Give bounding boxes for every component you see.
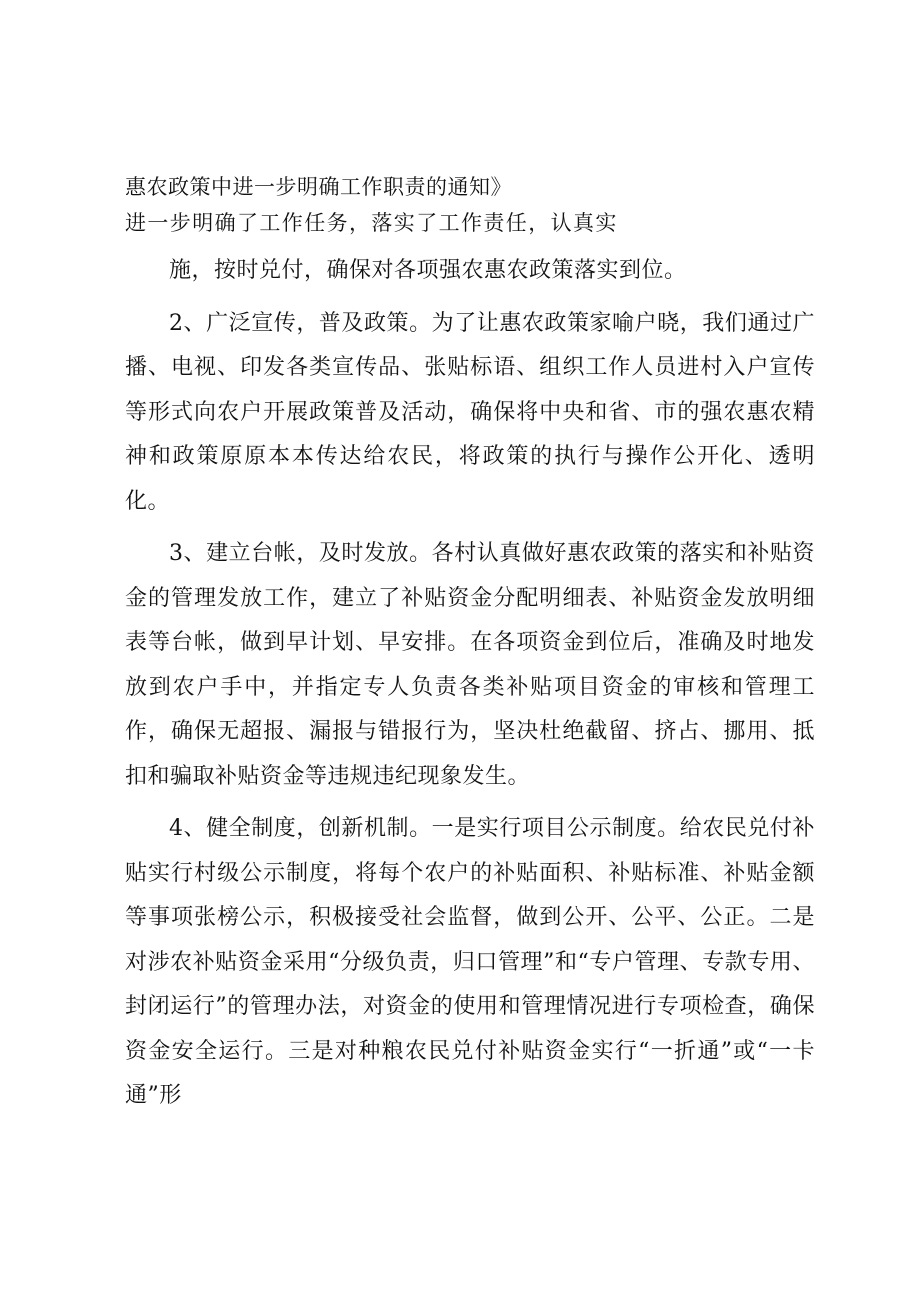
paragraph-1: 施，按时兑付，确保对各项强农惠农政策落实到位。: [169, 258, 687, 283]
paragraph-3: 3、建立台帐，及时发放。各村认真做好惠农政策的落实和补贴资金的管理发放工作，建立了补贴资金分配明细表、补贴资金发放明细表等台帐，做到早计划、早安排。在各项资金到位后，准确及时地发放到农户手中，并指定专人负责各类补贴项目资金的审核和管理工作，确保无超报、漏报与错报行为，坚决杜绝截留、挤占、挪用、抵扣和骗取补贴资金等违规违纪现象发生。: [125, 541, 815, 789]
paragraph-4: 4、健全制度，创新机制。一是实行项目公示制度。给农民兑付补贴实行村级公示制度，将每个农户的补贴面积、补贴标准、补贴金额等事项张榜公示，积极接受社会监督，做到公开、公平、公正。二是对涉农补贴资金采用“分级负责，归口管理”和“专户管理、专款专用、封闭运行”的管理办法，对资金的使用和管理情况进行专项检查，确保资金安全运行。三是对种粮农民兑付补贴资金实行“一折通”或“一卡通”形: [125, 816, 815, 1108]
heading-line-1: 惠农政策中进一步明确工作职责的通知》: [125, 175, 512, 199]
document-body: [125, 249, 815, 1127]
heading-line-2: 进一步明确了工作任务，落实了工作责任，认真实: [125, 211, 618, 235]
paragraph-2: 2、广泛宣传，普及政策。为了让惠农政策家喻户晓，我们通过广播、电视、印发各类宣传品、张贴标语、组织工作人员进村入户宣传等形式向农户开展政策普及活动，确保将中央和省、市的强农惠农精神和政策原原本本传达给农民，将政策的执行与操作公开化、透明化。: [125, 310, 815, 514]
